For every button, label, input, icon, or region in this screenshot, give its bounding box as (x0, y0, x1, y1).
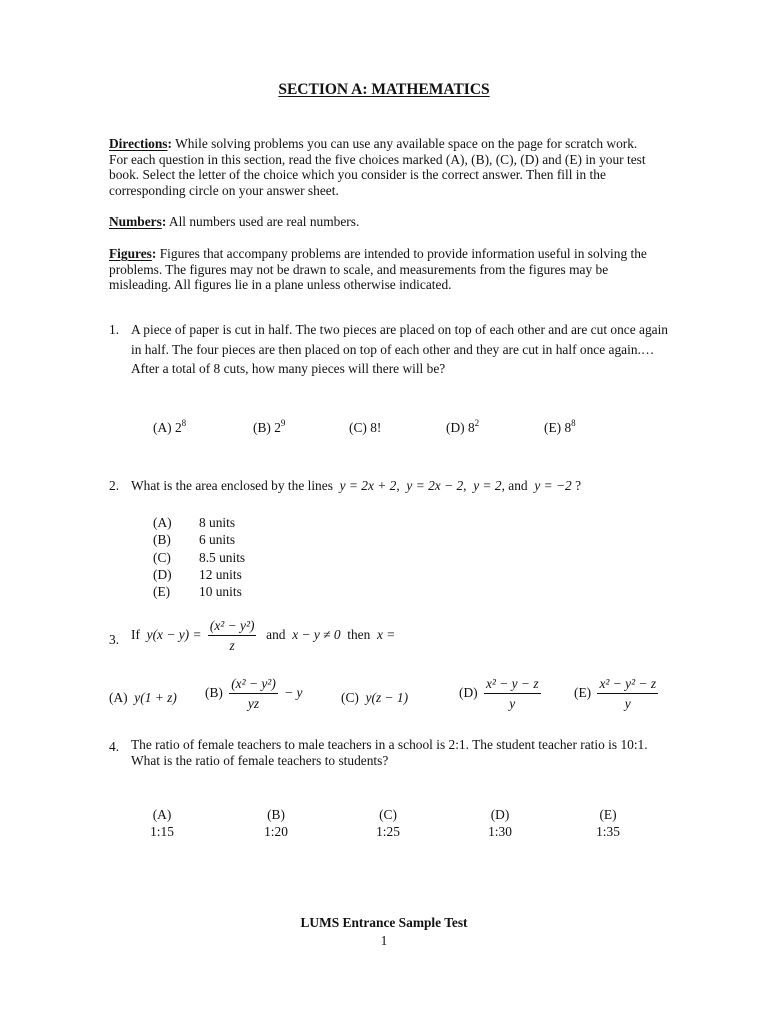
q2-option-e-label[interactable]: (E) (153, 584, 171, 599)
q1-option-d[interactable] (446, 420, 479, 436)
q4-option-c[interactable] (358, 806, 418, 840)
question-3-text (131, 618, 395, 654)
directions-label: Directions (109, 136, 168, 151)
q1-option-b-base: 2 (274, 420, 281, 435)
directions-colon: : (167, 136, 172, 151)
figures-colon: : (151, 246, 157, 261)
q3-option-b-label: (B) (205, 685, 223, 701)
q1-option-b-sup: 9 (280, 418, 286, 428)
q2-eq-3: y = 2 (473, 478, 502, 493)
figures-text: Figures that accompany problems are intended to provide information useful in solving the problems. The figures may not be drawn to scale, and measurements from the figures may be misleading. All figures lie in a plane unless otherwise indicated. (109, 246, 647, 292)
q4-option-c-label: (C) (379, 807, 397, 822)
numbers-text: All numbers used are real numbers. (166, 214, 360, 229)
directions-paragraph (109, 136, 659, 198)
question-4-text: The ratio of female teachers to male teachers in a school is 2:1. The student teacher ratio is 10:1. What is the ratio of female teachers to students? (131, 737, 648, 768)
q2-and: , and (501, 478, 528, 493)
q3-option-d-numerator: x² − y − z (484, 676, 541, 694)
q3-option-d[interactable] (459, 676, 544, 712)
q3-option-e-label: (E) (574, 685, 592, 701)
q2-option-c-value: 8.5 units (199, 550, 246, 565)
q4-option-e[interactable] (578, 806, 638, 840)
numbers-label: Numbers (109, 214, 162, 229)
q3-lhs: y(x − y) = (146, 627, 202, 643)
q1-option-b[interactable] (253, 420, 285, 436)
q1-option-a[interactable] (153, 420, 186, 436)
q2-option-b-label[interactable]: (B) (153, 532, 171, 547)
q2-option-b-value: 6 units (199, 532, 236, 547)
q1-option-d-label: (D) (446, 420, 465, 435)
question-4-number: 4. (109, 739, 120, 754)
q4-option-e-label: (E) (599, 807, 617, 822)
q3-option-d-fraction (484, 676, 541, 712)
q3-option-a[interactable] (109, 690, 177, 706)
figures-paragraph (109, 246, 659, 293)
q3-fraction-numerator: (x² − y²) (208, 618, 257, 636)
q3-option-c-label: (C) (341, 690, 359, 705)
q2-option-d-value: 12 units (199, 567, 242, 582)
q1-option-e-base: 8 (564, 420, 572, 435)
q3-option-b-denominator: yz (247, 696, 260, 711)
q2-eq-2: y = 2x − 2 (406, 478, 464, 493)
q3-fraction (208, 618, 257, 654)
q4-option-a-value: 1:15 (150, 824, 174, 839)
q1-option-c-label: (C) (349, 420, 367, 435)
q2-option-e-value: 10 units (199, 584, 242, 599)
q3-option-c[interactable] (341, 690, 408, 706)
q3-option-e[interactable] (574, 676, 661, 712)
q2-option-a-value: 8 units (199, 515, 236, 530)
q3-and: and (266, 627, 286, 643)
q3-option-b-numerator: (x² − y²) (229, 676, 278, 694)
q3-option-b-tail: − y (284, 685, 303, 701)
q3-option-c-expr: y(z − 1) (365, 690, 409, 705)
q3-condition: x − y ≠ 0 (292, 627, 341, 643)
page-number: 1 (380, 933, 388, 948)
q4-option-e-value: 1:35 (596, 824, 620, 839)
figures-label: Figures (109, 246, 152, 261)
question-3-number: 3. (109, 632, 120, 647)
q1-option-d-sup: 2 (474, 418, 480, 428)
q4-option-c-value: 1:25 (376, 824, 400, 839)
question-1-text: A piece of paper is cut in half. The two pieces are placed on top of each other and are cut once again in half. The four pieces are then placed on top of each other and they are cut in half once again.… After a total of 8 cuts, how many pieces will there will be? (131, 322, 669, 376)
q2-option-d-label[interactable]: (D) (153, 567, 172, 582)
q3-option-d-denominator: y (509, 696, 516, 711)
q1-option-d-base: 8 (467, 420, 475, 435)
q4-option-a-label: (A) (152, 807, 172, 822)
q1-option-a-label: (A) (153, 420, 172, 435)
question-2-text: What is the area enclosed by the lines y = 2x + 2, y = 2x − 2, y = 2, and y = −2 ? (131, 478, 582, 493)
q1-option-c-base: 8! (370, 420, 382, 435)
q4-option-b[interactable] (246, 806, 306, 840)
q3-option-e-numerator: x² − y² − z (597, 676, 658, 694)
q4-option-a[interactable] (132, 806, 192, 840)
q3-if: If (131, 627, 140, 643)
q1-option-a-sup: 8 (181, 418, 187, 428)
numbers-paragraph (109, 214, 659, 230)
q1-option-e[interactable] (544, 420, 576, 436)
q3-fraction-denominator: z (229, 638, 235, 653)
q2-text-before: What is the area enclosed by the lines (131, 478, 333, 493)
q4-option-b-label: (B) (267, 807, 285, 822)
q4-option-d[interactable] (470, 806, 530, 840)
q2-eq-4: y = −2 (534, 478, 572, 493)
q2-option-a-label[interactable]: (A) (153, 515, 172, 530)
q3-option-b[interactable] (205, 676, 302, 712)
q2-end: ? (575, 478, 582, 493)
q3-option-e-fraction (597, 676, 658, 712)
directions-text: While solving problems you can use any available space on the page for scratch work. For each question in this section, read the five choices marked (A), (B), (C), (D) and (E) in your test book. Select the letter of the choice which you consider is the correct answer. Then fill in the corresponding circle on your answer sheet. (109, 136, 646, 198)
question-1-number: 1. (109, 322, 120, 337)
q2-option-c-label[interactable]: (C) (153, 550, 171, 565)
q3-result: x = (377, 627, 396, 643)
q1-option-c[interactable] (349, 420, 381, 436)
footer-title: LUMS Entrance Sample Test (300, 915, 468, 930)
q2-eq-1: y = 2x + 2 (339, 478, 397, 493)
q3-option-b-fraction (229, 676, 278, 712)
q4-option-d-label: (D) (490, 807, 510, 822)
q3-option-a-expr: y(1 + z) (134, 690, 177, 705)
q1-option-e-sup: 8 (571, 418, 576, 428)
q3-option-a-label: (A) (109, 690, 128, 705)
numbers-colon: : (161, 214, 167, 229)
q1-option-e-label: (E) (544, 420, 562, 435)
question-2-number: 2. (109, 478, 120, 493)
q4-option-d-value: 1:30 (488, 824, 512, 839)
q3-option-d-label: (D) (459, 685, 478, 701)
q3-then: then (347, 627, 371, 643)
q4-option-b-value: 1:20 (264, 824, 288, 839)
q1-option-b-label: (B) (253, 420, 271, 435)
q3-option-e-denominator: y (624, 696, 631, 711)
q1-option-a-base: 2 (174, 420, 182, 435)
section-title: SECTION A: MATHEMATICS (278, 81, 490, 98)
